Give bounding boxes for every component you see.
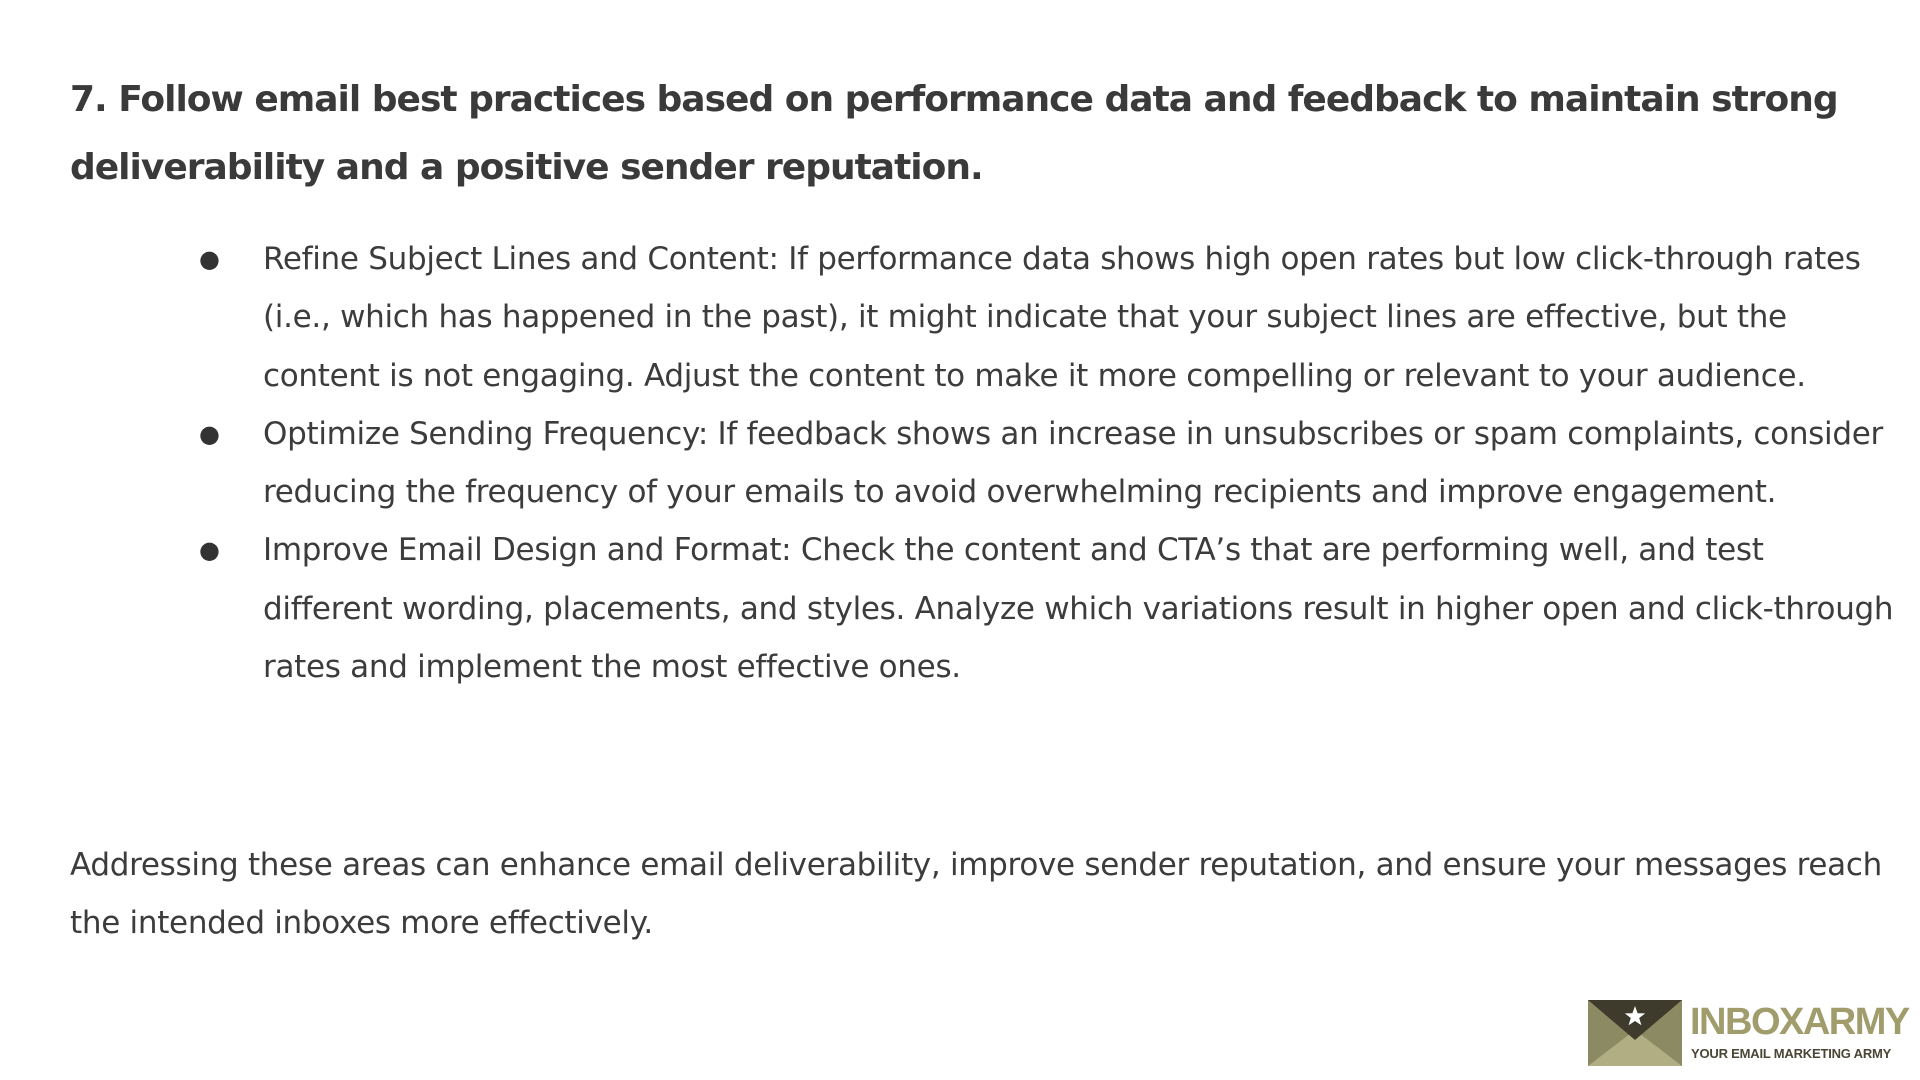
logo-brand-text: INBOXARMY <box>1690 1001 1909 1043</box>
bullet-icon: ● <box>199 536 220 565</box>
inboxarmy-logo <box>1588 1000 1909 1070</box>
bullet-text: Optimize Sending Frequency: If feedback shows an increase in unsubscribes or spam complaints, consider reducing the frequency of your emails to avoid overwhelming recipients and improve engagement. <box>263 415 1883 511</box>
bullet-list <box>195 230 1895 696</box>
logo-tagline: YOUR EMAIL MARKETING ARMY <box>1691 1046 1892 1061</box>
bullet-text: Improve Email Design and Format: Check the content and CTA’s that are performing well, and test different wording, placements, and styles. Analyze which variations result in higher open and click-through rates and implement the most effective ones. <box>263 532 1894 686</box>
bullet-text: Refine Subject Lines and Content: If performance data shows high open rates but low click-through rates (i.e., which has happened in the past), it might indicate that your subject lines are effective, but the content is not engaging. Adjust the content to make it more compelling or relevant to your audience. <box>263 241 1861 394</box>
envelope-star-icon <box>1588 1000 1682 1066</box>
bullet-icon: ● <box>199 245 220 273</box>
list-item <box>195 521 1895 696</box>
bullet-icon: ● <box>199 419 220 448</box>
section-heading: 7. Follow email best practices based on performance data and feedback to maintain strong deliverability and a positive sender reputation. <box>70 79 1838 188</box>
list-item <box>195 230 1895 405</box>
list-item <box>195 405 1895 522</box>
conclusion-paragraph: Addressing these areas can enhance email deliverability, improve sender reputation, and ensure your messages reach the intended inboxes more effectively. <box>70 847 1882 942</box>
